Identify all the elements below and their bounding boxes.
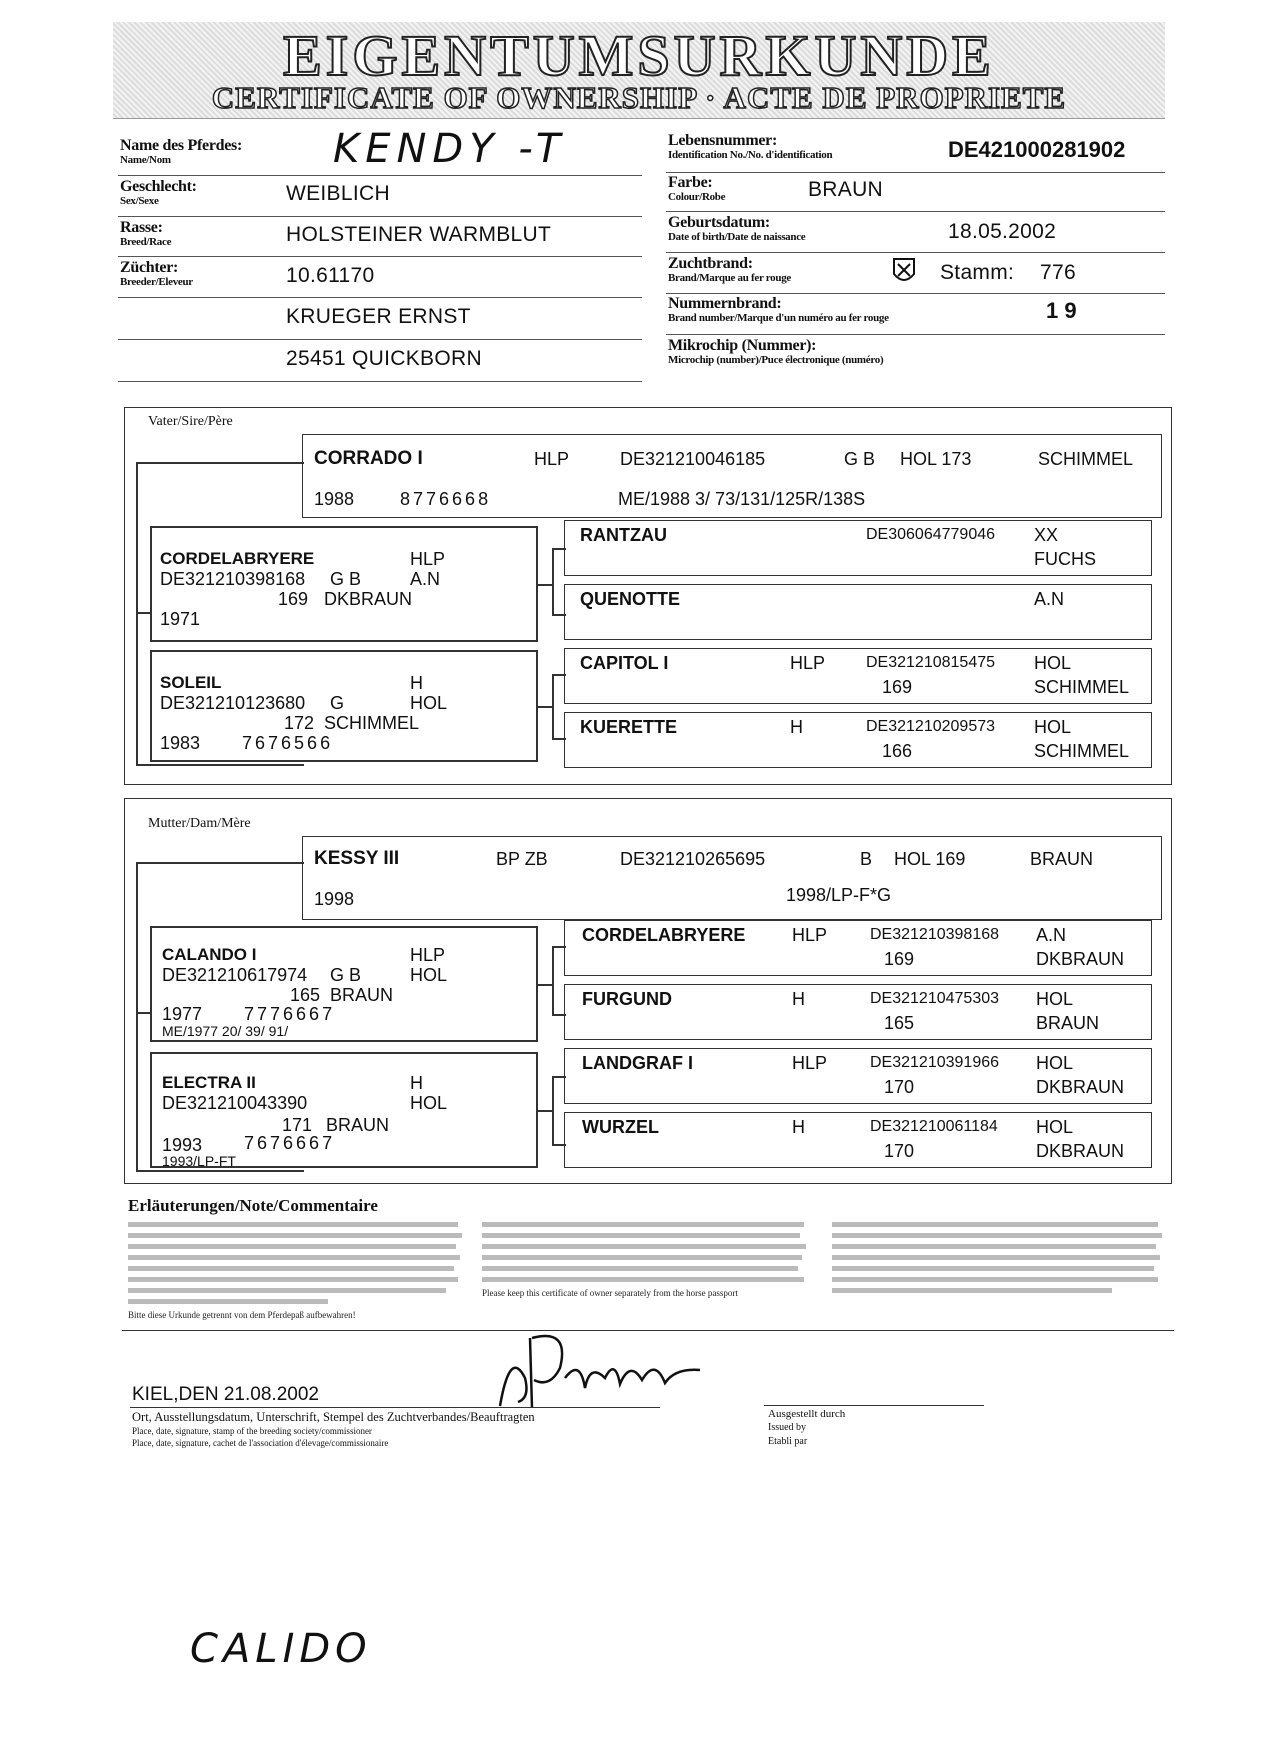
dam-name: KESSY III [314, 848, 400, 869]
dam-ggs1-colour: DKBRAUN [1036, 949, 1125, 969]
notes-french [832, 1222, 1162, 1299]
sire-perf: HLP [534, 449, 570, 469]
sire-perf2: ME/1988 3/ 73/131/125R/138S [618, 489, 866, 509]
sire-section-label: Vater/Sire/Père [148, 414, 233, 429]
dam-ggd1-id: DE321210475303 [870, 990, 1000, 1007]
id-label: Lebensnummer: Identification No./No. d'identification [668, 132, 833, 161]
dam-gdam-perf: H [410, 1073, 423, 1093]
colour-label: Farbe: Colour/Robe [668, 174, 726, 203]
sire-gdam-name: SOLEIL [160, 673, 222, 692]
breed-value: HOLSTEINER WARMBLUT [286, 223, 552, 246]
dam-ggs2-hol: HOL [1036, 1053, 1074, 1073]
sire-gsire-perf: HLP [410, 549, 446, 569]
dam-ggs2-perf: HLP [792, 1053, 828, 1073]
dam-gdam-name: ELECTRA II [162, 1073, 256, 1092]
dam-gdam-year: 1993 [162, 1135, 203, 1155]
dam-gsire-year: 1977 [162, 1004, 203, 1024]
dam-ggd2-name: WURZEL [582, 1117, 659, 1137]
dam-ggd2-hol: HOL [1036, 1117, 1074, 1137]
sire-gb: G B [844, 449, 876, 469]
dam-ggd1-name: FURGUND [582, 989, 672, 1009]
sire-gdam-g: G [330, 693, 345, 713]
dam-gsire-num2: 7776667 [244, 1004, 336, 1024]
breeder-address: 25451 QUICKBORN [286, 347, 482, 370]
sire-name: CORRADO I [314, 448, 423, 469]
dob-value: 18.05.2002 [948, 220, 1057, 243]
dam-gsire-perf: HLP [410, 945, 446, 965]
signature-line-3: Place, date, signature, cachet de l'association d'élevage/commissionaire [132, 1438, 389, 1448]
dam-perf2: 1998/LP-F*G [786, 885, 892, 905]
sire-ggd1-name: QUENOTTE [580, 589, 681, 609]
microchip-label: Mikrochip (Nummer): Microchip (number)/Puce électronique (numéro) [668, 337, 884, 366]
stamm-value: 776 [1040, 261, 1076, 284]
dob-label: Geburtsdatum: Date of birth/Date de naissance [668, 214, 806, 243]
notes-heading: Erläuterungen/Note/Commentaire [128, 1196, 378, 1215]
sire-ggs1-colour: FUCHS [1034, 549, 1096, 569]
dam-ggs1-num: 169 [884, 949, 915, 969]
dam-gsire-name: CALANDO I [162, 945, 257, 964]
issued-by-fr: Etabli par [768, 1436, 808, 1447]
sire-studbook: HOL 173 [900, 449, 972, 469]
dam-gdam-num2: 7676667 [244, 1133, 336, 1153]
dam-gsire-num: 165 [290, 985, 321, 1005]
breeder-label: Züchter: Breeder/Eleveur [120, 259, 193, 288]
brand-label: Zuchtbrand: Brand/Marque au fer rouge [668, 255, 791, 284]
dam-gb: B [860, 849, 873, 869]
sire-gdam-num172: 172 [284, 713, 315, 733]
sire-ggs2-perf: HLP [790, 653, 826, 673]
dam-ggd1-hol: HOL [1036, 989, 1074, 1009]
dam-studbook: HOL 169 [894, 849, 966, 869]
dam-ggs2-id: DE321210391966 [870, 1054, 1000, 1071]
sire-gdam-id: DE321210123680 [160, 693, 306, 713]
notes-english: Please keep this certificate of owner separately from the horse passport [482, 1222, 812, 1299]
horse-name-handwritten: KENDY -T [333, 126, 567, 172]
sire-gdam-num: 7676566 [242, 733, 334, 753]
sire-gsire-an: A.N [410, 569, 441, 589]
sire-ggd1-breed: A.N [1034, 589, 1065, 609]
dam-year: 1998 [314, 889, 355, 909]
sire-gsire-colour: DKBRAUN [324, 589, 413, 609]
sire-gsire-name: CORDELABRYERE [160, 549, 315, 568]
signature-line-1: Ort, Ausstellungsdatum, Unterschrift, Stempel des Zuchtverbandes/Beauftragten [132, 1410, 535, 1424]
sire-gdam-colour: SCHIMMEL [324, 713, 420, 733]
breed-label: Rasse: Breed/Race [120, 219, 172, 248]
dam-gdam-id: DE321210043390 [162, 1093, 308, 1113]
number-brand-value: 1 9 [1046, 298, 1077, 323]
header-banner [113, 22, 1165, 119]
sire-ggs1-breed: XX [1034, 525, 1059, 545]
breeder-number: 10.61170 [286, 264, 375, 287]
name-label: Name des Pferdes: Name/Nom [120, 137, 242, 166]
issued-by-en: Issued by [768, 1422, 807, 1433]
certificate-subtitle: CERTIFICATE OF OWNERSHIP · ACTE DE PROPRIETE [211, 80, 1067, 115]
dam-ggs1-breed: A.N [1036, 925, 1067, 945]
sire-colour: SCHIMMEL [1038, 449, 1134, 469]
sire-ggs2-num: 169 [882, 677, 913, 697]
dam-ggs1-name: CORDELABRYERE [582, 925, 746, 945]
dam-ggd1-perf: H [792, 989, 805, 1009]
sire-ggs1-id: DE306064779046 [866, 526, 996, 543]
dam-gsire-perf2: ME/1977 20/ 39/ 91/ [162, 1023, 289, 1039]
dam-gsire-gb: G B [330, 965, 362, 985]
sire-gdam-year: 1983 [160, 733, 201, 753]
dam-perf: BP ZB [496, 849, 548, 869]
sex-value: WEIBLICH [286, 182, 390, 205]
dam-ggd2-id: DE321210061184 [870, 1118, 998, 1135]
place-date: KIEL,DEN 21.08.2002 [132, 1384, 319, 1405]
dam-ggd2-perf: H [792, 1117, 805, 1137]
breeder-name: KRUEGER ERNST [286, 305, 471, 328]
sire-ggs2-id: DE321210815475 [866, 654, 996, 671]
dam-ggd2-num: 170 [884, 1141, 915, 1161]
sire-id: DE321210046185 [620, 449, 766, 469]
dam-ggs2-name: LANDGRAF I [582, 1053, 693, 1073]
sire-num: 8776668 [400, 489, 492, 509]
signature-line-2: Place, date, signature, stamp of the breeding society/commissioner [132, 1426, 372, 1436]
dam-gdam-perf2: 1993/LP-FT [162, 1153, 236, 1169]
dam-ggd2-colour: DKBRAUN [1036, 1141, 1125, 1161]
dam-ggs1-perf: HLP [792, 925, 828, 945]
sire-ggs2-colour: SCHIMMEL [1034, 677, 1130, 697]
brand-mark-icon [890, 256, 918, 286]
dam-colour: BRAUN [1030, 849, 1094, 869]
sire-ggd2-id: DE321210209573 [866, 718, 996, 735]
sire-ggd2-name: KUERETTE [580, 717, 678, 737]
sire-ggs2-name: CAPITOL I [580, 653, 669, 673]
dam-ggs2-num: 170 [884, 1077, 915, 1097]
dam-gdam-num: 171 [282, 1115, 313, 1135]
sire-ggd2-perf: H [790, 717, 803, 737]
colour-value: BRAUN [808, 178, 884, 201]
stamm-label: Stamm: [940, 261, 1015, 284]
sire-ggd2-hol: HOL [1034, 717, 1072, 737]
sire-gdam-hol: HOL [410, 693, 448, 713]
sire-year: 1988 [314, 489, 355, 509]
certificate-title: EIGENTUMSURKUNDE [283, 23, 995, 88]
sire-gsire-hol: 169 [278, 589, 309, 609]
sire-gsire-year: 1971 [160, 609, 201, 629]
handwritten-note: CALIDO [190, 1626, 372, 1672]
notes-german: Bitte diese Urkunde getrennt von dem Pferdepaß aufbewahren! [128, 1222, 468, 1321]
dam-ggs1-id: DE321210398168 [870, 926, 1000, 943]
dam-gsire-id: DE321210617974 [162, 965, 308, 985]
sire-gsire-gb: G B [330, 569, 362, 589]
signature [470, 1318, 770, 1414]
issued-by-de: Ausgestellt durch [768, 1408, 846, 1420]
id-value: DE421000281902 [948, 137, 1126, 162]
number-brand-label: Nummernbrand: Brand number/Marque d'un numéro au fer rouge [668, 295, 889, 324]
sire-gsire-id: DE321210398168 [160, 569, 306, 589]
dam-ggd1-num: 165 [884, 1013, 915, 1033]
dam-ggd1-colour: BRAUN [1036, 1013, 1100, 1033]
dam-gsire-colour: BRAUN [330, 985, 394, 1005]
sire-ggd2-num: 166 [882, 741, 913, 761]
sire-ggd2-colour: SCHIMMEL [1034, 741, 1130, 761]
dam-gsire-hol: HOL [410, 965, 448, 985]
sire-ggs1-name: RANTZAU [580, 525, 667, 545]
dam-id: DE321210265695 [620, 849, 766, 869]
dam-ggs2-colour: DKBRAUN [1036, 1077, 1125, 1097]
dam-gdam-hol: HOL [410, 1093, 448, 1113]
dam-gdam-colour: BRAUN [326, 1115, 390, 1135]
sex-label: Geschlecht: Sex/Sexe [120, 178, 197, 207]
dam-section-label: Mutter/Dam/Mère [148, 816, 251, 831]
sire-ggs2-hol: HOL [1034, 653, 1072, 673]
sire-gdam-perf: H [410, 673, 423, 693]
